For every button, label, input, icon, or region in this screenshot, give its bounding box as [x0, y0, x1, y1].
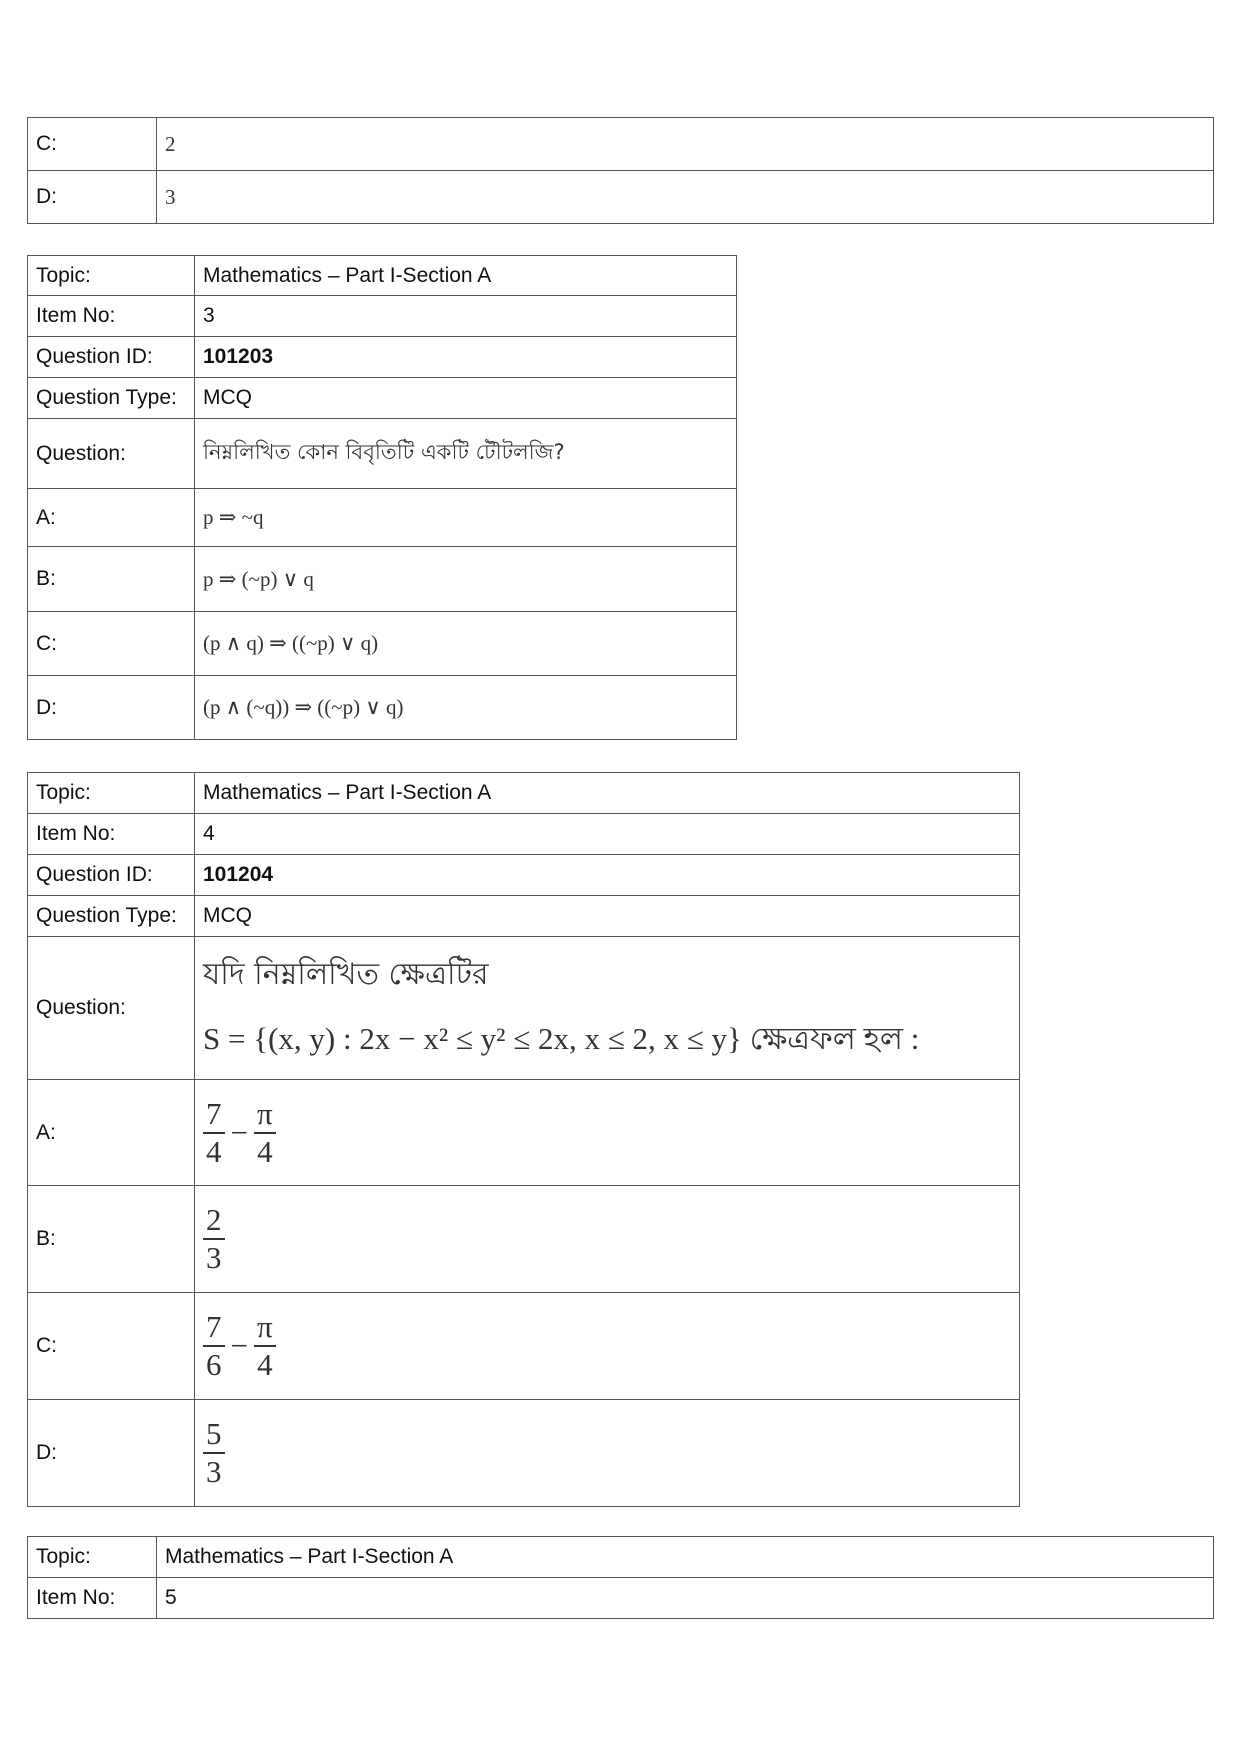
topic-label: Topic:: [28, 773, 195, 814]
numerator: π: [254, 1309, 276, 1347]
item-no-label: Item No:: [28, 814, 195, 855]
option-a-value: p ⇒ ~q: [195, 489, 737, 547]
option-c-value: [195, 1293, 1020, 1400]
topic-value: Mathematics – Part I-Section A: [195, 773, 1020, 814]
topic-value: Mathematics – Part I-Section A: [157, 1537, 1214, 1578]
option-d-value: 3: [157, 171, 1214, 224]
option-b-value: [195, 1186, 1020, 1293]
numerator: π: [254, 1096, 276, 1134]
item-no-value: 3: [195, 296, 737, 337]
question-text: নিম্নলিখিত কোন বিবৃতিটি একটি টৌটলজি?: [195, 419, 737, 489]
minus-sign: −: [230, 1114, 248, 1150]
question-type-label: Question Type:: [28, 378, 195, 419]
question-id-label: Question ID:: [28, 855, 195, 896]
question-type-label: Question Type:: [28, 896, 195, 937]
topic-value: Mathematics – Part I-Section A: [195, 256, 737, 296]
fraction: [203, 1096, 225, 1169]
question-id-value: 101203: [195, 337, 737, 378]
question-block-item-4: [27, 772, 1020, 1507]
question-text-line-2: S = {(x, y) : 2x − x² ≤ y² ≤ 2x, x ≤ 2, x ≤ y} ক্ষেত্রফল হল :: [203, 1020, 920, 1056]
denominator: 4: [206, 1133, 222, 1169]
question-text: [195, 937, 1020, 1080]
option-c-label: C:: [28, 612, 195, 676]
denominator: 6: [206, 1347, 222, 1382]
option-c-value: (p ∧ q) ⇒ ((~p) ∨ q): [195, 612, 737, 676]
question-id-value: 101204: [195, 855, 1020, 896]
numerator: 7: [203, 1096, 225, 1134]
topic-label: Topic:: [28, 1537, 157, 1578]
fraction: [254, 1096, 276, 1169]
question-label: Question:: [28, 937, 195, 1080]
option-b-label: B:: [28, 547, 195, 612]
question-block-prev: [27, 117, 1214, 224]
option-d-value: (p ∧ (~q)) ⇒ ((~p) ∨ q): [195, 676, 737, 740]
option-d-value: [195, 1400, 1020, 1507]
fraction: [203, 1416, 225, 1489]
topic-label: Topic:: [28, 256, 195, 296]
question-block-item-3: [27, 255, 737, 740]
item-no-value: 4: [195, 814, 1020, 855]
fraction: [254, 1309, 276, 1382]
denominator: 4: [257, 1133, 273, 1169]
option-c-label: C:: [28, 1293, 195, 1400]
question-type-value: MCQ: [195, 896, 1020, 937]
denominator: 3: [206, 1240, 222, 1275]
minus-sign: −: [230, 1328, 248, 1363]
question-label: Question:: [28, 419, 195, 489]
question-id-label: Question ID:: [28, 337, 195, 378]
fraction: [203, 1309, 225, 1382]
item-no-value: 5: [157, 1578, 1214, 1619]
option-d-label: D:: [28, 171, 157, 224]
question-block-item-5: [27, 1536, 1214, 1619]
item-no-label: Item No:: [28, 296, 195, 337]
denominator: 3: [206, 1454, 222, 1489]
option-c-label: C:: [28, 118, 157, 171]
option-b-value: p ⇒ (~p) ∨ q: [195, 547, 737, 612]
option-c-value: 2: [157, 118, 1214, 171]
option-d-label: D:: [28, 1400, 195, 1507]
option-a-label: A:: [28, 1080, 195, 1186]
numerator: 5: [203, 1416, 225, 1454]
numerator: 7: [203, 1309, 225, 1347]
option-a-value: [195, 1080, 1020, 1186]
fraction: [203, 1202, 225, 1275]
option-b-label: B:: [28, 1186, 195, 1293]
option-a-label: A:: [28, 489, 195, 547]
numerator: 2: [203, 1202, 225, 1240]
question-text-line-1: যদি নিম্নলিখিত ক্ষেত্রটির: [203, 956, 489, 992]
item-no-label: Item No:: [28, 1578, 157, 1619]
option-d-label: D:: [28, 676, 195, 740]
question-type-value: MCQ: [195, 378, 737, 419]
denominator: 4: [257, 1347, 273, 1382]
